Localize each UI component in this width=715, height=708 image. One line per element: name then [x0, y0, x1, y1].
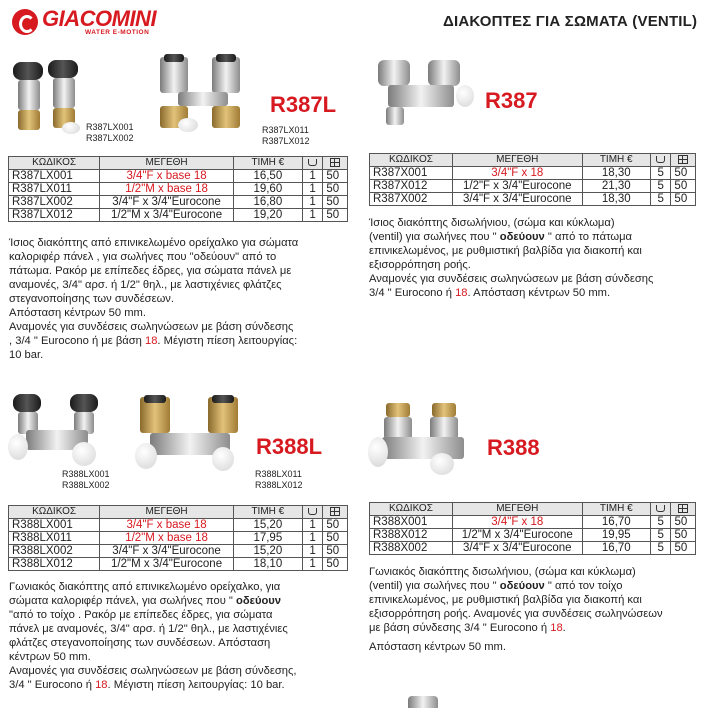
product-code-cell: R387X001	[370, 167, 453, 180]
size-cell: 3/4"F x 3/4"Eurocone	[452, 193, 582, 206]
caption-line: R388LX001	[62, 469, 110, 479]
caption-line: R388LX002	[62, 480, 110, 490]
table-header	[370, 503, 696, 516]
desc-line: 3/4 " Eurocono ή 18. Μέγιστη πίεση λειτουργίας: 10 bar.	[9, 679, 285, 691]
size-cell: 3/4"F x 18	[452, 516, 582, 529]
size-cell: 1/2"M x 3/4"Eurocone	[100, 209, 234, 222]
product-code-cell: R387LX002	[9, 196, 100, 209]
product-code-cell: R388X002	[370, 542, 453, 555]
pack-qty-cell: 5	[650, 529, 671, 542]
r387l-valve-image-2	[150, 52, 250, 137]
r387-valve-image	[368, 55, 478, 130]
size-cell: 1/2"M x 3/4"Eurocone	[452, 529, 582, 542]
table-row	[9, 519, 348, 532]
size-cell: 1/2"F x 3/4"Eurocone	[452, 180, 582, 193]
col-price-header: ΤΙΜΗ €	[582, 503, 650, 516]
pack-qty-cell: 1	[302, 196, 323, 209]
carton-icon	[678, 504, 688, 513]
col-price-header: ΤΙΜΗ €	[233, 506, 302, 519]
col-size-header: ΜΕΓΕΘΗ	[100, 506, 234, 519]
col-pack-header	[302, 157, 323, 170]
carton-qty-cell: 50	[671, 167, 696, 180]
desc-line: καλοριφέρ πάνελ , για σωλήνες που "οδεύουν" από το	[9, 251, 277, 263]
carton-icon	[330, 158, 340, 167]
desc-line: Αναμονές για συνδέσεις σωληνώσεων με βάση σύνδεσης	[9, 321, 294, 333]
carton-qty-cell: 50	[323, 545, 348, 558]
col-pack-header	[650, 503, 671, 516]
price-cell: 19,60	[233, 183, 302, 196]
size-cell: 1/2"M x base 18	[100, 183, 234, 196]
cropped-valve-image	[408, 696, 438, 708]
pack-qty-cell: 1	[302, 170, 323, 183]
pack-qty-cell: 5	[650, 193, 671, 206]
table-row	[370, 516, 696, 529]
caption-line: R388LX012	[255, 480, 303, 490]
carton-qty-cell: 50	[671, 193, 696, 206]
caption-line: R387LX012	[262, 136, 310, 146]
table-row	[370, 167, 696, 180]
desc-line: , 3/4 " Eurocono ή με βάση 18. Μέγιστη πίεση λειτουργίας:	[9, 335, 298, 347]
caption-line: R387LX001	[86, 122, 134, 132]
r388-valve-image	[368, 403, 478, 478]
carton-qty-cell: 50	[671, 516, 696, 529]
r387-price-table	[369, 153, 696, 206]
carton-qty-cell: 50	[671, 542, 696, 555]
table-row	[370, 542, 696, 555]
caption-line: R387LX002	[86, 133, 134, 143]
r387l-product-code: R387L	[270, 92, 337, 117]
pack-qty-cell: 1	[302, 532, 323, 545]
r388-product-code: R388	[487, 435, 540, 460]
col-code-header: ΚΩΔΙΚΟΣ	[370, 154, 453, 167]
carton-qty-cell: 50	[323, 170, 348, 183]
price-cell: 21,30	[582, 180, 650, 193]
pack-qty-cell: 1	[302, 209, 323, 222]
pack-qty-cell: 5	[650, 516, 671, 529]
carton-qty-cell: 50	[323, 519, 348, 532]
desc-line: Αναμονές για συνδέσεις σωληνώσεων με βάση σύνδεσης	[369, 273, 654, 285]
col-size-header: ΜΕΓΕΘΗ	[452, 154, 582, 167]
price-cell: 16,70	[582, 516, 650, 529]
desc-line: πάνελ με αναμονές, 3/4" αρσ. ή 1/2" θηλ., με λαστιχένιες	[9, 623, 288, 635]
r387l-valve-image-1	[8, 52, 83, 132]
desc-line: (ventil) για σωλήνες που " οδεύουν " από το πάτωμα	[369, 231, 632, 243]
pack-qty-cell: 1	[302, 183, 323, 196]
col-carton-header	[671, 154, 696, 167]
table-row	[9, 558, 348, 571]
table-row	[370, 529, 696, 542]
carton-icon	[678, 155, 688, 164]
price-cell: 19,95	[582, 529, 650, 542]
table-row	[9, 170, 348, 183]
price-cell: 19,20	[233, 209, 302, 222]
desc-line: επινικελωμένος, με ρυθμιστική βαλβίδα για διακοπή και	[369, 594, 642, 606]
box-icon	[308, 159, 317, 166]
pack-qty-cell: 5	[650, 167, 671, 180]
desc-line: με βάση σύνδεσης 3/4 " Eurocono ή 18.	[369, 622, 566, 634]
brand-name: GIACOMINI	[42, 6, 157, 31]
carton-qty-cell: 50	[671, 529, 696, 542]
r387-product-code: R387	[485, 88, 538, 113]
desc-line: Αναμονές για συνδέσεις σωληνώσεων με βάση σύνδεσης,	[9, 665, 297, 677]
col-carton-header	[671, 503, 696, 516]
col-carton-header	[323, 157, 348, 170]
box-icon	[656, 156, 665, 163]
caption-line: R387LX011	[262, 125, 309, 135]
r387l-price-table	[8, 156, 348, 222]
size-cell: 3/4"F x 3/4"Eurocone	[100, 196, 234, 209]
carton-qty-cell: 50	[323, 183, 348, 196]
size-cell: 3/4"F x base 18	[100, 170, 234, 183]
carton-qty-cell: 50	[323, 209, 348, 222]
product-code-cell: R388LX011	[9, 532, 100, 545]
r388l-description	[9, 580, 359, 692]
col-code-header: ΚΩΔΙΚΟΣ	[9, 157, 100, 170]
r387-description	[369, 216, 709, 300]
r388l-valve-image-1	[8, 392, 108, 472]
price-cell: 18,30	[582, 167, 650, 180]
carton-qty-cell: 50	[323, 558, 348, 571]
r388l-caption-left	[62, 469, 110, 491]
col-carton-header	[323, 506, 348, 519]
r388l-product-code: R388L	[256, 434, 323, 459]
table-row	[9, 209, 348, 222]
desc-line: Απόσταση κέντρων 50 mm.	[9, 307, 146, 319]
product-code-cell: R387X012	[370, 180, 453, 193]
size-cell: 3/4"F x 18	[452, 167, 582, 180]
desc-line: Γωνιακός διακόπτης από επινικελωμένο ορείχαλκο, για	[9, 581, 281, 593]
carton-qty-cell: 50	[323, 532, 348, 545]
desc-line: (ventil) για σωλήνες που " οδεύουν " από τον τοίχο	[369, 580, 623, 592]
product-code-cell: R388LX002	[9, 545, 100, 558]
desc-line: "από το τοίχο . Ρακόρ με επίπεδες έδρες, για σώματα	[9, 609, 273, 621]
carton-qty-cell: 50	[323, 196, 348, 209]
desc-line: 10 bar.	[9, 349, 44, 361]
desc-line: επινικελωμένος, με ρυθμιστική βαλβίδα για διακοπή και	[369, 245, 642, 257]
col-price-header: ΤΙΜΗ €	[582, 154, 650, 167]
col-size-header: ΜΕΓΕΘΗ	[100, 157, 234, 170]
caption-line: R388LX011	[255, 469, 302, 479]
pack-qty-cell: 1	[302, 545, 323, 558]
col-size-header: ΜΕΓΕΘΗ	[452, 503, 582, 516]
desc-line: Ίσιος διακόπτης από επινικελωμένο ορείχαλκο για σώματα	[9, 237, 299, 249]
desc-line: φλάτζες στεγανοποίησης των συνδέσεων. Απόσταση	[9, 637, 271, 649]
r388l-valve-image-2	[130, 395, 245, 475]
pack-qty-cell: 1	[302, 519, 323, 532]
product-code-cell: R388LX012	[9, 558, 100, 571]
table-row	[370, 193, 696, 206]
r388l-price-table	[8, 505, 348, 571]
size-cell: 3/4"F x base 18	[100, 519, 234, 532]
table-row	[370, 180, 696, 193]
size-cell: 3/4"F x 3/4"Eurocone	[100, 545, 234, 558]
box-icon	[308, 508, 317, 515]
product-code-cell: R387LX011	[9, 183, 100, 196]
r387l-description	[9, 236, 359, 362]
pack-qty-cell: 5	[650, 180, 671, 193]
table-row	[9, 196, 348, 209]
desc-line: Ίσιος διακόπτης δισωλήνιου, (σώμα και κύκλωμα)	[369, 217, 615, 229]
product-code-cell: R387X002	[370, 193, 453, 206]
col-code-header: ΚΩΔΙΚΟΣ	[9, 506, 100, 519]
r388-description	[369, 565, 709, 654]
price-cell: 16,50	[233, 170, 302, 183]
price-cell: 17,95	[233, 532, 302, 545]
r387l-caption-right	[262, 125, 310, 147]
price-cell: 18,10	[233, 558, 302, 571]
desc-line: πάτωμα. Ρακόρ με επίπεδες έδρες, για σώματα πάνελ με	[9, 265, 292, 277]
price-cell: 15,20	[233, 519, 302, 532]
table-row	[9, 532, 348, 545]
table-header	[9, 506, 348, 519]
carton-qty-cell: 50	[671, 180, 696, 193]
col-pack-header	[302, 506, 323, 519]
product-code-cell: R388X012	[370, 529, 453, 542]
price-cell: 16,80	[233, 196, 302, 209]
table-header	[9, 157, 348, 170]
pack-qty-cell: 5	[650, 542, 671, 555]
giacomini-logo-mark	[12, 9, 38, 35]
desc-line: Απόσταση κέντρων 50 mm.	[369, 641, 506, 653]
desc-line: Γωνιακός διακόπτης δισωλήνιου, (σώμα και κύκλωμα)	[369, 566, 636, 578]
r388-price-table	[369, 502, 696, 555]
table-row	[9, 183, 348, 196]
product-code-cell: R387LX012	[9, 209, 100, 222]
pack-qty-cell: 1	[302, 558, 323, 571]
col-pack-header	[650, 154, 671, 167]
page-title: ΔΙΑΚΟΠΤΕΣ ΓΙΑ ΣΩΜΑΤΑ (VENTIL)	[443, 13, 698, 30]
size-cell: 3/4"F x 3/4"Eurocone	[452, 542, 582, 555]
carton-icon	[330, 507, 340, 516]
size-cell: 1/2"M x 3/4"Eurocone	[100, 558, 234, 571]
size-cell: 1/2"M x base 18	[100, 532, 234, 545]
box-icon	[656, 505, 665, 512]
desc-line: αναμονές, 3/4" αρσ. ή 1/2" θηλ., με λαστιχένιες φλάτζες	[9, 279, 282, 291]
price-cell: 18,30	[582, 193, 650, 206]
r388l-caption-right	[255, 469, 303, 491]
brand-tagline: WATER E-MOTION	[85, 29, 150, 36]
desc-line: σώματα καλοριφέρ πάνελ, για σωλήνες που " οδεύουν	[9, 595, 282, 607]
desc-line: κέντρων 50 mm.	[9, 651, 91, 663]
col-code-header: ΚΩΔΙΚΟΣ	[370, 503, 453, 516]
product-code-cell: R388X001	[370, 516, 453, 529]
desc-line: 3/4 " Eurocono ή 18. Απόσταση κέντρων 50 mm.	[369, 287, 611, 299]
price-cell: 16,70	[582, 542, 650, 555]
desc-line: εξισορρόπηση ροής. Αναμονές για συνδέσεις σωληνώσεων	[369, 608, 663, 620]
table-header	[370, 154, 696, 167]
table-row	[9, 545, 348, 558]
desc-line: στεγανοποίησης των συνδέσεων.	[9, 293, 175, 305]
product-code-cell: R388LX001	[9, 519, 100, 532]
desc-line: εξισορρόπηση ροής.	[369, 259, 471, 271]
col-price-header: ΤΙΜΗ €	[233, 157, 302, 170]
price-cell: 15,20	[233, 545, 302, 558]
r387l-caption-left	[86, 122, 134, 144]
product-code-cell: R387LX001	[9, 170, 100, 183]
